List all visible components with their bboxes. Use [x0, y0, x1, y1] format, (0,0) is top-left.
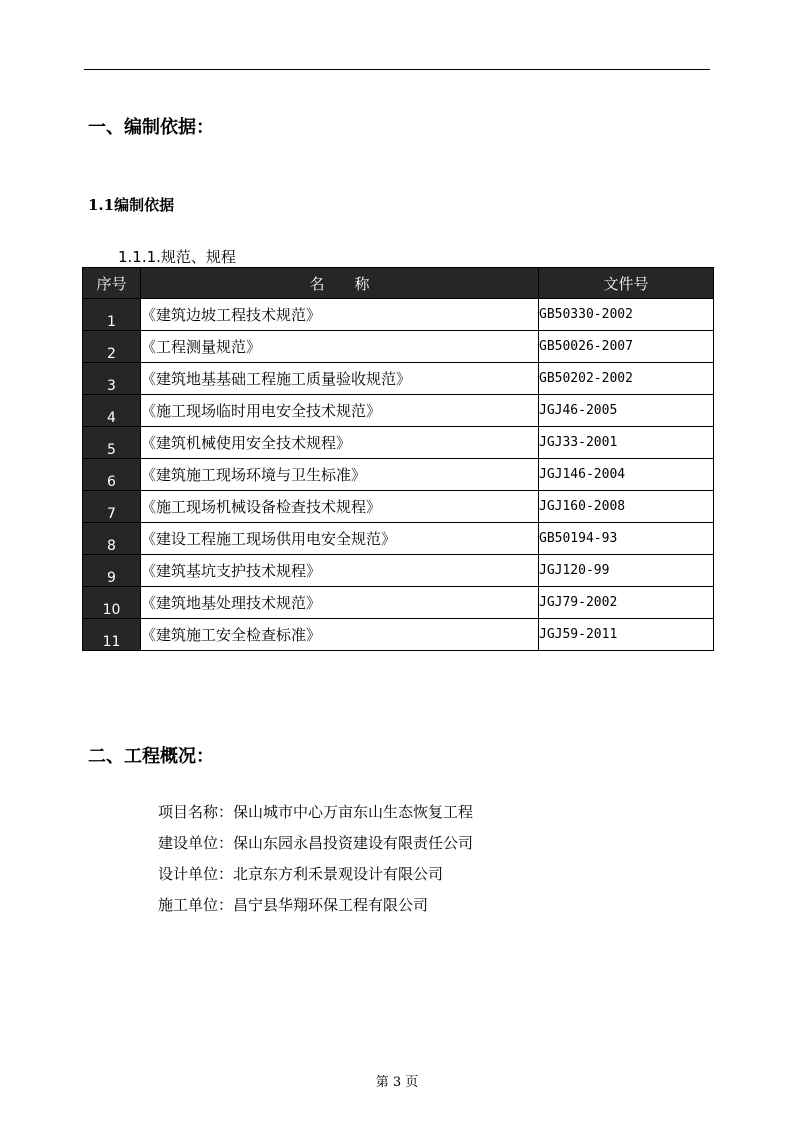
row-name: 《建筑施工安全检查标准》 [141, 619, 539, 651]
header-rule [84, 69, 710, 70]
header-index: 序号 [83, 268, 141, 299]
row-name: 《建筑机械使用安全技术规程》 [141, 427, 539, 459]
row-code: JGJ79-2002 [539, 587, 714, 619]
row-index: 8 [83, 523, 141, 555]
row-code: JGJ33-2001 [539, 427, 714, 459]
project-name-line: 项目名称：保山城市中心万亩东山生态恢复工程 [158, 803, 474, 821]
row-index: 3 [83, 363, 141, 395]
table-row [83, 491, 714, 523]
row-index: 5 [83, 427, 141, 459]
page-number: 第 3 页 [375, 1075, 419, 1090]
row-index: 6 [83, 459, 141, 491]
row-name: 《施工现场临时用电安全技术规范》 [141, 395, 539, 427]
client-line: 建设单位：保山东园永昌投资建设有限责任公司 [158, 834, 474, 852]
designer-line: 设计单位：北京东方利禾景观设计有限公司 [158, 865, 444, 883]
table-row [83, 523, 714, 555]
row-name: 《建筑地基处理技术规范》 [141, 587, 539, 619]
row-index: 7 [83, 491, 141, 523]
row-index: 11 [83, 619, 141, 651]
row-name: 《建筑边坡工程技术规范》 [141, 299, 539, 331]
table-row [83, 619, 714, 651]
row-code: JGJ46-2005 [539, 395, 714, 427]
row-index: 4 [83, 395, 141, 427]
row-name: 《建筑施工现场环境与卫生标准》 [141, 459, 539, 491]
row-index: 2 [83, 331, 141, 363]
table-row [83, 459, 714, 491]
section1-heading: 一、编制依据： [88, 117, 214, 138]
table-row [83, 427, 714, 459]
section1-subheading: 1.1编制依据 [88, 196, 175, 214]
row-code: GB50194-93 [539, 523, 714, 555]
table-row [83, 363, 714, 395]
table-row [83, 299, 714, 331]
header-name: 名 称 [141, 268, 539, 299]
table-header-row [83, 268, 714, 299]
row-code: JGJ160-2008 [539, 491, 714, 523]
row-name: 《施工现场机械设备检查技术规程》 [141, 491, 539, 523]
row-code: GB50026-2007 [539, 331, 714, 363]
table-row [83, 395, 714, 427]
row-index: 9 [83, 555, 141, 587]
row-code: JGJ59-2011 [539, 619, 714, 651]
table-row [83, 587, 714, 619]
table-body [83, 299, 714, 651]
row-code: JGJ120-99 [539, 555, 714, 587]
row-name: 《工程测量规范》 [141, 331, 539, 363]
header-code: 文件号 [539, 268, 714, 299]
table-row [83, 331, 714, 363]
section1-subsubheading: 1.1.1.规范、规程 [118, 248, 236, 266]
row-index: 10 [83, 587, 141, 619]
row-name: 《建筑地基基础工程施工质量验收规范》 [141, 363, 539, 395]
contractor-line: 施工单位：昌宁县华翔环保工程有限公司 [158, 896, 429, 914]
row-name: 《建筑基坑支护技术规程》 [141, 555, 539, 587]
table-row [83, 555, 714, 587]
row-name: 《建设工程施工现场供用电安全规范》 [141, 523, 539, 555]
row-code: JGJ146-2004 [539, 459, 714, 491]
section2-heading: 二、工程概况： [88, 746, 214, 767]
standards-table [82, 267, 714, 651]
row-code: GB50330-2002 [539, 299, 714, 331]
row-index: 1 [83, 299, 141, 331]
row-code: GB50202-2002 [539, 363, 714, 395]
